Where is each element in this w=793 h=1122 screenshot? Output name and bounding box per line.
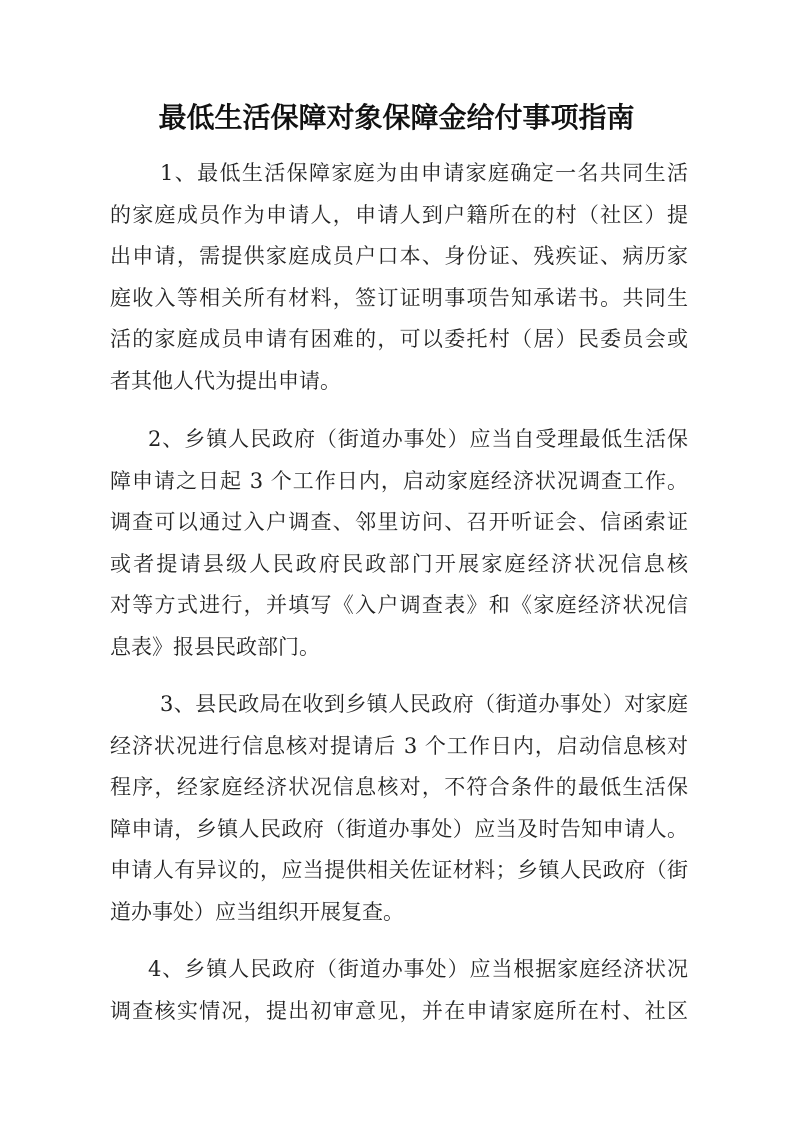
- document-title: 最低生活保障对象保障金给付事项指南: [158, 101, 635, 134]
- paragraph-line: 道办事处）应当组织开展复查。: [110, 899, 404, 924]
- paragraph-line: 2、乡镇人民政府（街道办事处）应当自受理最低生活保: [148, 427, 688, 451]
- paragraph-1: [110, 153, 688, 403]
- paragraph-4: [110, 949, 688, 1032]
- paragraph-line: 调查可以通过入户调查、邻里访问、召开听证会、信函索证: [110, 510, 688, 535]
- paragraph-3: [110, 684, 688, 934]
- paragraph-line: 庭收入等相关所有材料，签订证明事项告知承诺书。共同生: [110, 285, 688, 310]
- paragraph-line: 息表》报县民政部门。: [110, 634, 320, 659]
- paragraph-line: 障申请，乡镇人民政府（街道办事处）应当及时告知申请人。: [110, 816, 688, 841]
- paragraph-line: 的家庭成员作为申请人，申请人到户籍所在的村（社区）提: [110, 202, 688, 227]
- paragraph-line: 者其他人代为提出申请。: [110, 368, 341, 393]
- paragraph-line: 申请人有异议的，应当提供相关佐证材料；乡镇人民政府（街: [110, 858, 688, 883]
- paragraph-line: 4、乡镇人民政府（街道办事处）应当根据家庭经济状况: [148, 957, 688, 981]
- paragraph-line: 程序，经家庭经济状况信息核对，不符合条件的最低生活保: [110, 775, 688, 800]
- paragraph-line: 障申请之日起 3 个工作日内，启动家庭经济状况调查工作。: [110, 468, 688, 493]
- paragraph-line: 或者提请县级人民政府民政部门开展家庭经济状况信息核: [110, 551, 688, 576]
- paragraph-line: 对等方式进行，并填写《入户调查表》和《家庭经济状况信: [110, 593, 688, 618]
- paragraph-line: 经济状况进行信息核对提请后 3 个工作日内，启动信息核对: [110, 733, 688, 758]
- paragraph-line: 出申请，需提供家庭成员户口本、身份证、残疾证、病历家: [110, 244, 688, 269]
- paragraph-line: 1、最低生活保障家庭为由申请家庭确定一名共同生活: [160, 161, 688, 185]
- paragraph-2: [110, 419, 688, 669]
- paragraph-line: 调查核实情况，提出初审意见，并在申请家庭所在村、社区: [110, 998, 688, 1023]
- paragraph-line: 3、县民政局在收到乡镇人民政府（街道办事处）对家庭: [160, 692, 688, 716]
- paragraph-line: 活的家庭成员申请有困难的，可以委托村（居）民委员会或: [110, 327, 688, 352]
